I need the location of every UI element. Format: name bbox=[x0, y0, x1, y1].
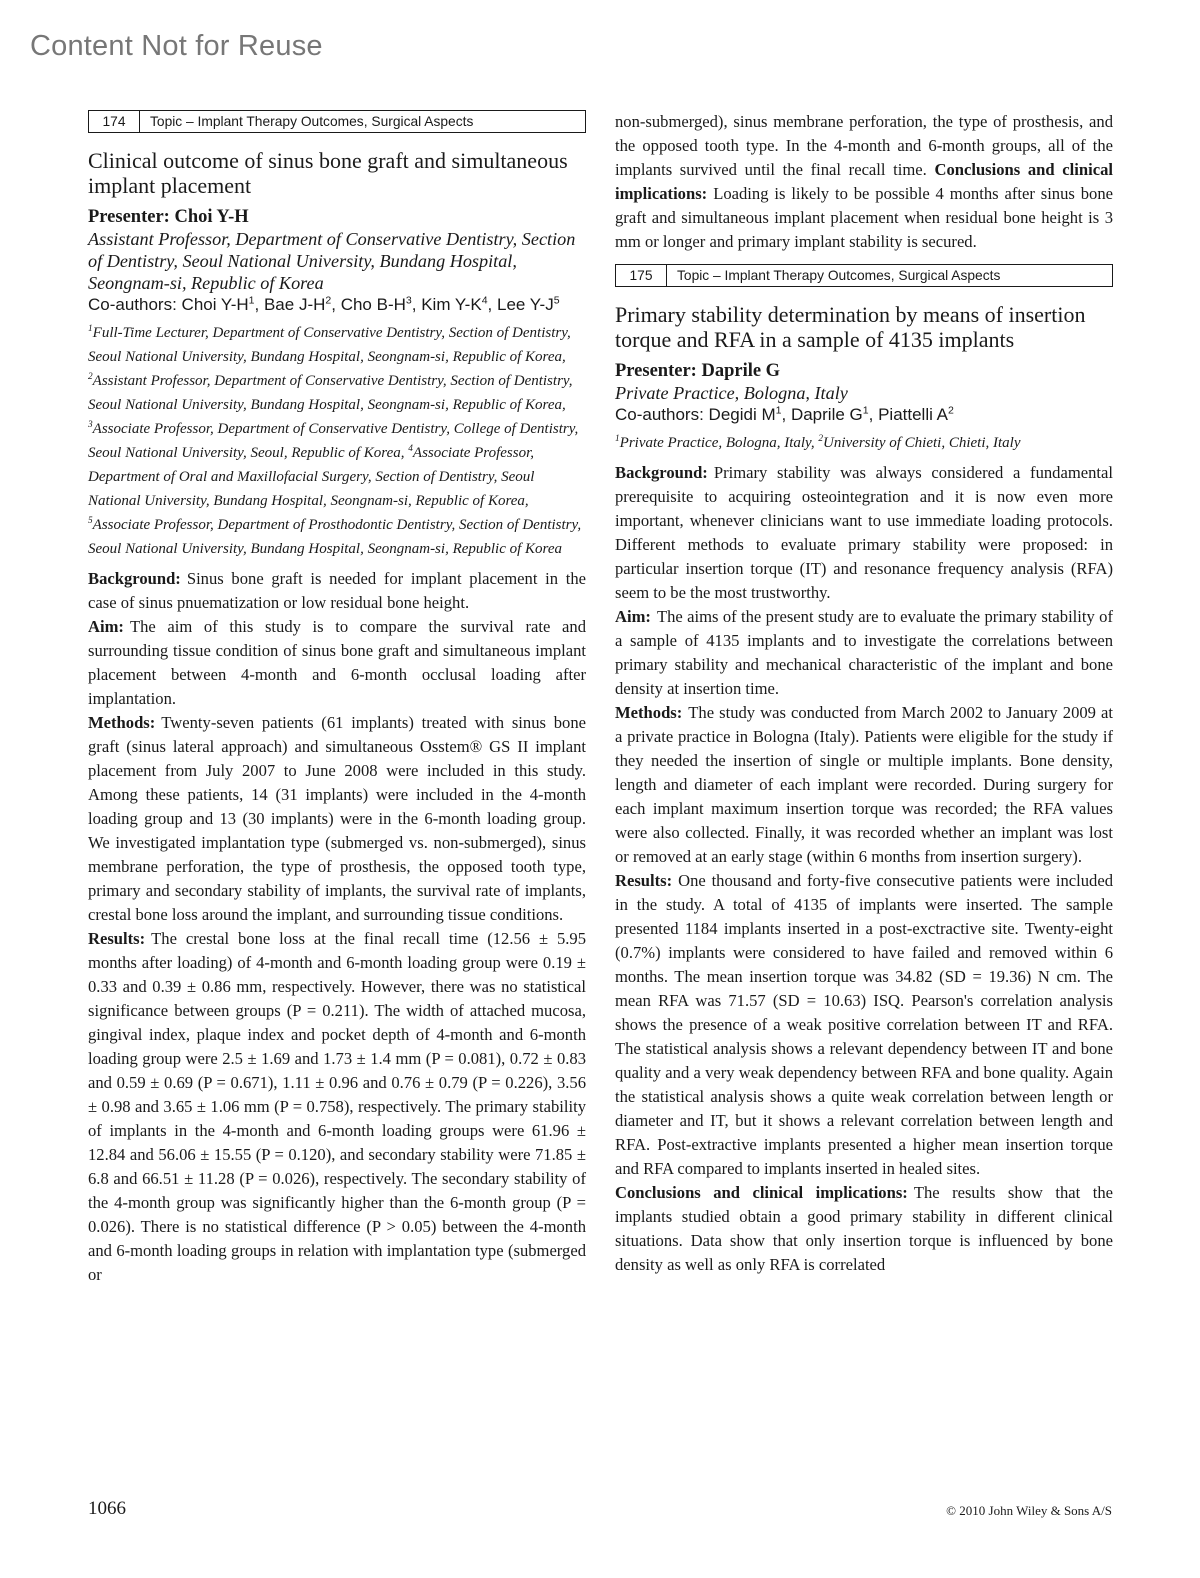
coauthor-superscript: 1 bbox=[775, 404, 782, 417]
section-label: Results: bbox=[615, 871, 673, 890]
affiliation-text: Assistant Professor, Department of Conservative Dentistry, Section of Dentistry, Seoul National University, Bundang Hospital, Seongnam-si, Republic of Korea, bbox=[88, 373, 573, 413]
coauthor-superscript: 1 bbox=[862, 404, 869, 417]
section-label: Methods: bbox=[615, 703, 683, 722]
section-text: Primary stability was always considered a fundamental prerequisite to acquiring osteointegration and it is now even more important, whenever clinicians want to use immediate loading protocols. Different methods to evaluate primary stability were proposed: in particular insertion torque (IT) and resonance frequency analysis (RFA) seem to be the most trustworthy. bbox=[615, 463, 1113, 602]
affiliation-text: Full-Time Lecturer, Department of Conservative Dentistry, Section of Dentistry, Seoul National University, Bundang Hospital, Seongnam-si, Republic of Korea, bbox=[88, 325, 571, 365]
affiliation-text: Associate Professor, Department of Conservative Dentistry, College of Dentistry, Seoul National University, Seoul, Republic of Korea, bbox=[88, 421, 579, 461]
coauthor-superscript: 2 bbox=[325, 294, 332, 307]
coauthors-list: Co-authors: Degidi $M^1$, Daprile $G^1$, Piattelli $A^2$ bbox=[615, 404, 954, 424]
presenter-affiliation: Private Practice, Bologna, Italy bbox=[615, 383, 848, 403]
affiliation-text: Associate Professor, Department of Prosthodontic Dentistry, Section of Dentistry, Seoul National University, Bundang Hospital, Seongnam-si, Republic of Korea bbox=[88, 517, 582, 557]
coauthor-name: Choi Y-H bbox=[181, 295, 249, 314]
section-text: The results show that the implants studied obtain a good primary stability in different clinical situations. Data show that only insertion torque is influenced by bone density as well as only RFA is correlated bbox=[615, 1183, 1113, 1274]
conclusion-text: Loading is likely to be possible 4 months after sinus bone graft and simultaneous implant placement when residual bone height is 3 mm or longer and primary implant stability is secured. bbox=[615, 184, 1113, 251]
coauthor-name: Cho B-H bbox=[340, 295, 406, 314]
affiliation-superscript: 1 bbox=[88, 324, 93, 334]
coauthors-list: Co-authors: Choi $Y-H^1$, Bae $J-H^2$, Cho $B-H^3$, Kim $Y-K^4$, Lee $Y-J^5$ bbox=[88, 294, 560, 314]
affiliation-text: Private Practice, Bologna, Italy, bbox=[619, 435, 819, 451]
section-text: The aims of the present study are to evaluate the primary stability of a sample of 4135 implants and to investigate the correlations between primary stability and mechanical characteristic of the implant and bone density at insertion time. bbox=[615, 607, 1113, 698]
abstract-section bbox=[88, 567, 586, 615]
abstract-section bbox=[88, 615, 586, 711]
watermark-text: Content Not for Reuse bbox=[30, 30, 323, 62]
presenter-affiliation: Assistant Professor, Department of Conservative Dentistry, Section of Dentistry, Seoul National University, Bundang Hospital, Seongnam-si, Republic of Korea bbox=[88, 229, 576, 293]
abstract-section bbox=[615, 605, 1113, 701]
affiliation-superscript: 1 bbox=[615, 434, 620, 444]
coauthors-label: Co-authors: bbox=[88, 295, 182, 314]
topic-label: Topic – Implant Therapy Outcomes, Surgical Aspects bbox=[677, 268, 1001, 283]
abstract-section bbox=[88, 927, 586, 1287]
topic-label: Topic – Implant Therapy Outcomes, Surgical Aspects bbox=[150, 114, 474, 129]
section-text: The crestal bone loss at the final recall time (12.56 ± 5.95 months after loading) of 4-month and 6-month loading group were 0.19 ± 0.33 and 0.39 ± 0.86 mm, respectively. However, there was no statistical significance between groups (P = 0.211). The width of attached mucosa, gingival index, plaque index and pocket depth of 4-month and 6-month loading group were 2.5 ± 1.69 and 1.73 ± 1.4 mm (P = 0.081), 0.72 ± 0.83 and 0.59 ± 0.69 (P = 0.671), 1.11 ± 0.96 and 0.76 ± 0.79 (P = 0.226), 3.56 ± 0.98 and 3.65 ± 1.06 mm (P = 0.758), respectively. The primary stability of implants in the 4-month and 6-month loading groups were 61.96 ± 12.84 and 56.06 ± 15.55 (P = 0.120), and secondary stability were 71.85 ± 6.8 and 66.51 ± 11.28 (P = 0.026), respectively. The secondary stability of the 4-month group was significantly higher than the 6-month group (P = 0.026). There is no statistical difference (P > 0.05) between the 4-month and 6-month loading groups in relation with implantation type (submerged or bbox=[88, 929, 586, 1284]
section-text: Twenty-seven patients (61 implants) treated with sinus bone graft (sinus lateral approach) and simultaneous Osstem® GS II implant placement from July 2007 to June 2008 were included in this study. Among these patients, 14 (31 implants) were included in the 4-month loading group and 13 (30 implants) were in the 6-month loading group. We investigated implantation type (submerged vs. non-submerged), sinus membrane perforation, the type of prosthesis, the opposed tooth type, primary and secondary stability of implants, the survival rate of implants, crestal bone loss around the implant, and surrounding tissue conditions. bbox=[88, 713, 586, 924]
section-label: Background: bbox=[88, 569, 181, 588]
affiliation-superscript: 2 bbox=[88, 372, 93, 382]
affiliation-text: Associate Professor, Department of Oral and Maxillofacial Surgery, Section of Dentistry, Seoul National University, Bundang Hospital, Seongnam-si, Republic of Korea, bbox=[88, 445, 535, 509]
conclusion-label: Conclusions and clinical implications: bbox=[615, 160, 1113, 203]
abstract-body bbox=[615, 461, 1113, 1277]
coauthor-name: Degidi M bbox=[708, 405, 776, 424]
affiliations-footnote bbox=[88, 321, 586, 561]
coauthor-name: Piattelli A bbox=[878, 405, 949, 424]
coauthor-name: Bae J-H bbox=[263, 295, 326, 314]
abstract-title: Clinical outcome of sinus bone graft and simultaneous implant placement bbox=[88, 148, 568, 198]
section-text: One thousand and forty-five consecutive patients were included in the study. A total of 4135 of implants were inserted. The sample presented 1184 implants inserted in a post-exctractive site. Twenty-eight (0.7%) implants were considered to have failed and removed within 6 months. The mean insertion torque was 34.82 (SD = 19.36) N cm. The mean RFA was 71.57 (SD = 10.63) ISQ. Pearson's correlation analysis shows the presence of a weak positive correlation between IT and RFA. The statistical analysis shows a relevant dependency between IT and bone quality and a very weak dependency between RFA and bone quality. Again the statistical analysis shows a quite weak correlation between length or diameter and IT, but it shows a relevant correlation between length and RFA. Post-extractive implants presented a higher mean insertion torque and RFA compared to implants inserted in healed sites. bbox=[615, 871, 1113, 1178]
coauthors-label: Co-authors: bbox=[615, 405, 709, 424]
coauthor-superscript: 1 bbox=[248, 294, 255, 307]
section-label: Methods: bbox=[88, 713, 156, 732]
abstract-174-column bbox=[88, 110, 586, 1287]
section-text: Sinus bone graft is needed for implant placement in the case of sinus pnuematization or low residual bone height. bbox=[88, 569, 586, 612]
topic-header-174 bbox=[88, 110, 586, 133]
section-text: The aim of this study is to compare the survival rate and surrounding tissue condition of sinus bone graft and simultaneous implant placement between 4-month and 6-month occlusal loading after implantation. bbox=[88, 617, 586, 708]
presenter-name: Presenter: Daprile G bbox=[615, 361, 781, 381]
abstract-section bbox=[615, 869, 1113, 1181]
abstract-section bbox=[88, 711, 586, 927]
abstract-section bbox=[615, 701, 1113, 869]
topic-number: 175 bbox=[616, 265, 667, 286]
topic-number: 174 bbox=[89, 111, 140, 132]
topic-header-175 bbox=[615, 264, 1113, 287]
presenter-name: Presenter: Choi Y-H bbox=[88, 207, 249, 227]
abstract-body bbox=[88, 567, 586, 1287]
affiliation-superscript: 4 bbox=[408, 444, 413, 454]
coauthor-name: Lee Y-J bbox=[497, 295, 554, 314]
affiliation-text: University of Chieti, Chieti, Italy bbox=[823, 435, 1021, 451]
coauthor-superscript: 3 bbox=[405, 294, 412, 307]
section-label: Results: bbox=[88, 929, 146, 948]
section-label: Aim: bbox=[615, 607, 651, 626]
affiliations-footnote bbox=[615, 431, 1113, 455]
abstract-174-continuation bbox=[615, 110, 1113, 254]
affiliation-superscript: 2 bbox=[818, 434, 824, 444]
section-label: Background: bbox=[615, 463, 708, 482]
affiliation-superscript: 5 bbox=[88, 516, 93, 526]
abstract-section bbox=[615, 461, 1113, 605]
section-text: The study was conducted from March 2002 to January 2009 at a private practice in Bologna (Italy). Patients were eligible for the study if they needed the insertion of single or multiple implants. Bone density, length and diameter of each implant were recorded. During surgery for each implant maximum insertion torque was recorded; the RFA values were also collected. Finally, it was recorded whether an implant was lost or removed at an early stage (within 6 months from insertion surgery). bbox=[615, 703, 1113, 866]
coauthor-name: Kim Y-K bbox=[421, 295, 482, 314]
page-number: 1066 bbox=[88, 1498, 126, 1519]
coauthor-superscript: 2 bbox=[948, 404, 954, 417]
coauthor-superscript: 4 bbox=[481, 294, 488, 307]
section-label: Aim: bbox=[88, 617, 124, 636]
coauthor-superscript: 5 bbox=[553, 294, 560, 307]
abstract-title: Primary stability determination by means of insertion torque and RFA in a sample of 4135 implants bbox=[615, 302, 1086, 352]
copyright-notice: © 2010 John Wiley & Sons A/S bbox=[946, 1503, 1112, 1518]
abstract-175-column bbox=[615, 110, 1113, 1277]
abstract-section bbox=[615, 1181, 1113, 1277]
continuation-text: non-submerged), sinus membrane perforation, the type of prosthesis, and the opposed tooth type. In the 4-month and 6-month groups, all of the implants survived until the final recall time. bbox=[615, 112, 1113, 179]
section-label: Conclusions and clinical implications: bbox=[615, 1183, 908, 1202]
affiliation-superscript: 3 bbox=[88, 420, 93, 430]
coauthor-name: Daprile G bbox=[790, 405, 863, 424]
